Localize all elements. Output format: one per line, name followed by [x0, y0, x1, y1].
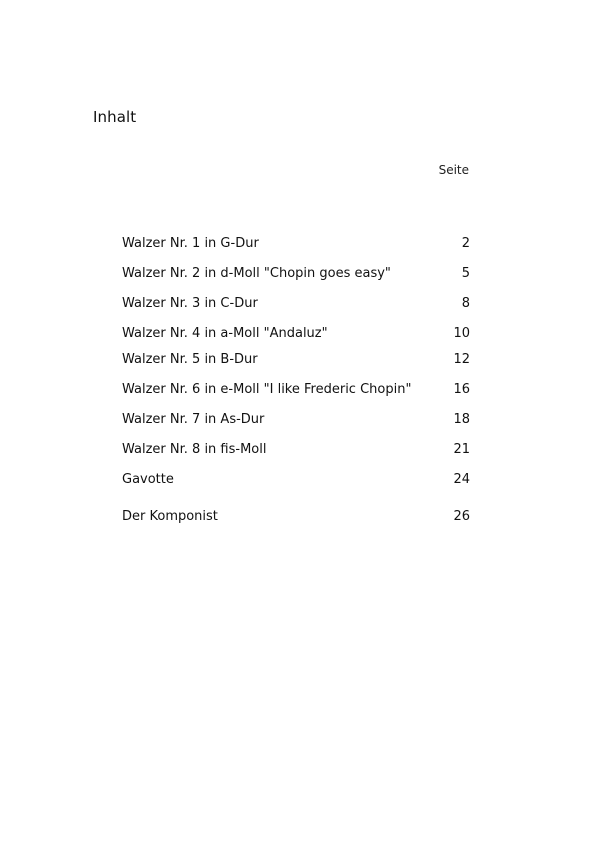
toc-entry	[122, 265, 470, 283]
toc-entry	[122, 295, 470, 313]
toc-entry	[122, 325, 470, 343]
toc-entry-title: Walzer Nr. 3 in C-Dur	[122, 296, 258, 311]
toc-entry	[122, 471, 470, 489]
toc-entry-page: 12	[453, 352, 470, 367]
toc-entry-page: 5	[461, 266, 470, 281]
toc-entry-page: 24	[453, 472, 470, 487]
toc-entry	[122, 441, 470, 459]
toc-entry-title: Walzer Nr. 7 in As-Dur	[122, 412, 265, 427]
toc-entry-title: Der Komponist	[122, 509, 218, 524]
page-column-label: Seite	[438, 163, 469, 177]
toc-entry-page: 8	[461, 296, 470, 311]
toc-entry-title: Walzer Nr. 6 in e-Moll "I like Frederic Chopin"	[122, 382, 412, 397]
toc-entry-page: 21	[453, 442, 470, 457]
toc-entry-page: 10	[453, 326, 470, 341]
toc-entry	[122, 351, 470, 369]
toc-entry	[122, 411, 470, 429]
toc-entry-title: Walzer Nr. 4 in a-Moll "Andaluz"	[122, 326, 328, 341]
toc-entry-title: Gavotte	[122, 472, 174, 487]
toc-heading: Inhalt	[93, 108, 137, 126]
toc-entry	[122, 381, 470, 399]
toc-entry-title: Walzer Nr. 8 in fis-Moll	[122, 442, 267, 457]
toc-entry-page: 16	[453, 382, 470, 397]
toc-entry-title: Walzer Nr. 1 in G-Dur	[122, 236, 259, 251]
toc-entry-title: Walzer Nr. 5 in B-Dur	[122, 352, 258, 367]
toc-entry-page: 2	[461, 236, 470, 251]
toc-entry-page: 18	[453, 412, 470, 427]
toc-entry	[122, 235, 470, 253]
toc-entry-title: Walzer Nr. 2 in d-Moll "Chopin goes easy"	[122, 266, 391, 281]
toc-entry	[122, 508, 470, 526]
toc-entry-page: 26	[453, 509, 470, 524]
